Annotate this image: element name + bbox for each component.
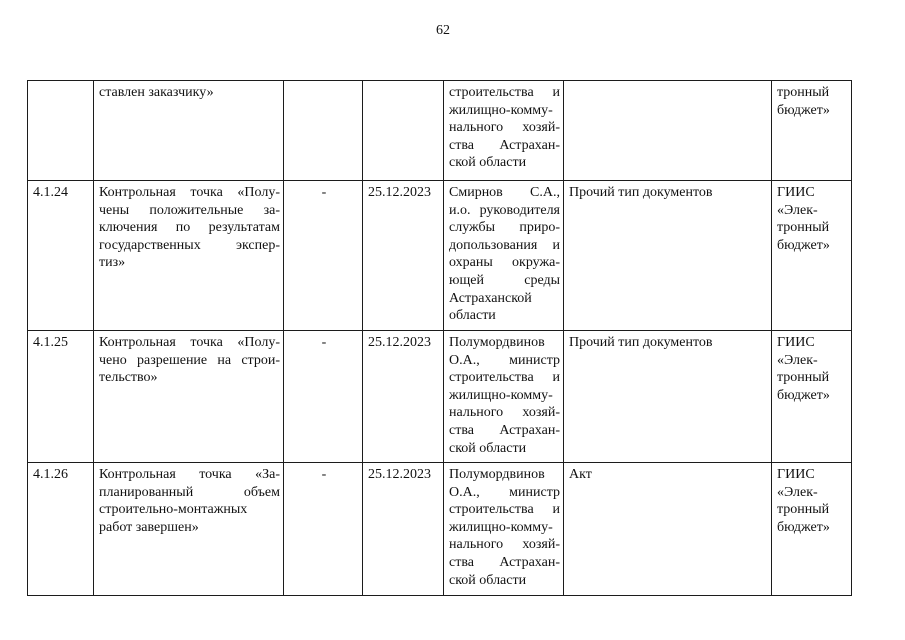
system-cell xyxy=(772,463,852,596)
date-cell: 25.12.2023 xyxy=(363,331,444,463)
responsible-line: службы приро- xyxy=(449,220,560,236)
system-line: бюджет» xyxy=(777,387,830,403)
description-line: Контрольная точка «За- xyxy=(99,467,280,482)
mark-cell: - xyxy=(284,181,363,331)
system-line: «Элек- xyxy=(777,202,818,218)
description-line: Контрольная точка «Полу- xyxy=(99,185,280,200)
system-line: ГИИС xyxy=(777,335,815,350)
row-number-cell: 4.1.26 xyxy=(28,463,94,596)
date-cell: 25.12.2023 xyxy=(363,181,444,331)
system-line: «Элек- xyxy=(777,352,818,368)
system-line: бюджет» xyxy=(777,519,830,535)
description-line: государственных экспер- xyxy=(99,237,280,253)
responsible-line: строительства и xyxy=(449,502,560,518)
system-line: тронный xyxy=(777,502,830,518)
system-line: тронный xyxy=(777,220,830,236)
description-line: чены положительные за- xyxy=(99,202,280,218)
responsible-line: Полумордвинов xyxy=(449,335,545,350)
description-line: работ завершен» xyxy=(99,519,199,535)
responsible-line: и.о. руководителя xyxy=(449,202,560,218)
responsible-line: строительства и xyxy=(449,85,560,100)
page-number: 62 xyxy=(436,23,450,38)
responsible-line: нального хозяй- xyxy=(449,120,560,136)
responsible-line: жилищно-комму- xyxy=(449,387,553,403)
row-number-cell: 4.1.25 xyxy=(28,331,94,463)
date-cell xyxy=(363,81,444,181)
responsible-line: жилищно-комму- xyxy=(449,519,553,535)
description-cell xyxy=(94,81,284,181)
description-line: Контрольная точка «Полу- xyxy=(99,335,280,350)
description-cell xyxy=(94,331,284,463)
responsible-line: допользования и xyxy=(449,237,560,253)
date-cell: 25.12.2023 xyxy=(363,463,444,596)
description-line: тиз» xyxy=(99,255,126,271)
mark-cell xyxy=(284,81,363,181)
document-type-cell: Прочий тип документов xyxy=(564,181,772,331)
table-row xyxy=(28,331,852,463)
responsible-line: жилищно-комму- xyxy=(449,102,553,118)
mark-cell: - xyxy=(284,463,363,596)
responsible-line: нального хозяй- xyxy=(449,405,560,421)
description-line: ставлен заказчику» xyxy=(99,85,214,100)
description-line: тельство» xyxy=(99,370,158,386)
responsible-line: О.А., министр xyxy=(449,352,560,368)
responsible-line: ющей среды xyxy=(449,272,560,288)
description-line: чено разрешение на строи- xyxy=(99,352,280,368)
responsible-line: ства Астрахан- xyxy=(449,422,560,438)
responsible-cell xyxy=(444,463,564,596)
system-cell xyxy=(772,331,852,463)
description-cell xyxy=(94,181,284,331)
description-line: ключения по результатам xyxy=(99,220,280,236)
responsible-line: О.А., министр xyxy=(449,484,560,500)
description-line: планированный объем xyxy=(99,484,280,500)
responsible-line: охраны окружа- xyxy=(449,255,560,271)
table-row xyxy=(28,463,852,596)
responsible-line: Астраханской xyxy=(449,290,532,306)
system-cell xyxy=(772,181,852,331)
responsible-line: области xyxy=(449,308,496,324)
table-row xyxy=(28,181,852,331)
system-line: бюджет» xyxy=(777,237,830,253)
document-type-cell: Акт xyxy=(564,463,772,596)
responsible-line: ской области xyxy=(449,572,527,588)
system-cell xyxy=(772,81,852,181)
schedule-table xyxy=(27,80,852,596)
mark-cell: - xyxy=(284,331,363,463)
document-type-cell: Прочий тип документов xyxy=(564,331,772,463)
responsible-line: ства Астрахан- xyxy=(449,554,560,570)
system-line: тронный xyxy=(777,85,830,100)
row-number-cell: 4.1.24 xyxy=(28,181,94,331)
responsible-line: нального хозяй- xyxy=(449,537,560,553)
system-line: бюджет» xyxy=(777,102,830,118)
responsible-line: Смирнов С.А., xyxy=(449,185,560,200)
description-line: строительно-монтажных xyxy=(99,502,248,518)
responsible-line: ской области xyxy=(449,155,527,171)
responsible-line: строительства и xyxy=(449,370,560,386)
responsible-cell xyxy=(444,331,564,463)
document-type-cell xyxy=(564,81,772,181)
description-cell xyxy=(94,463,284,596)
system-line: тронный xyxy=(777,370,830,386)
responsible-line: ской области xyxy=(449,440,527,456)
responsible-line: ства Астрахан- xyxy=(449,137,560,153)
table-row xyxy=(28,81,852,181)
system-line: «Элек- xyxy=(777,484,818,500)
system-line: ГИИС xyxy=(777,185,815,200)
system-line: ГИИС xyxy=(777,467,815,482)
responsible-cell xyxy=(444,81,564,181)
row-number-cell xyxy=(28,81,94,181)
responsible-cell xyxy=(444,181,564,331)
responsible-line: Полумордвинов xyxy=(449,467,545,482)
